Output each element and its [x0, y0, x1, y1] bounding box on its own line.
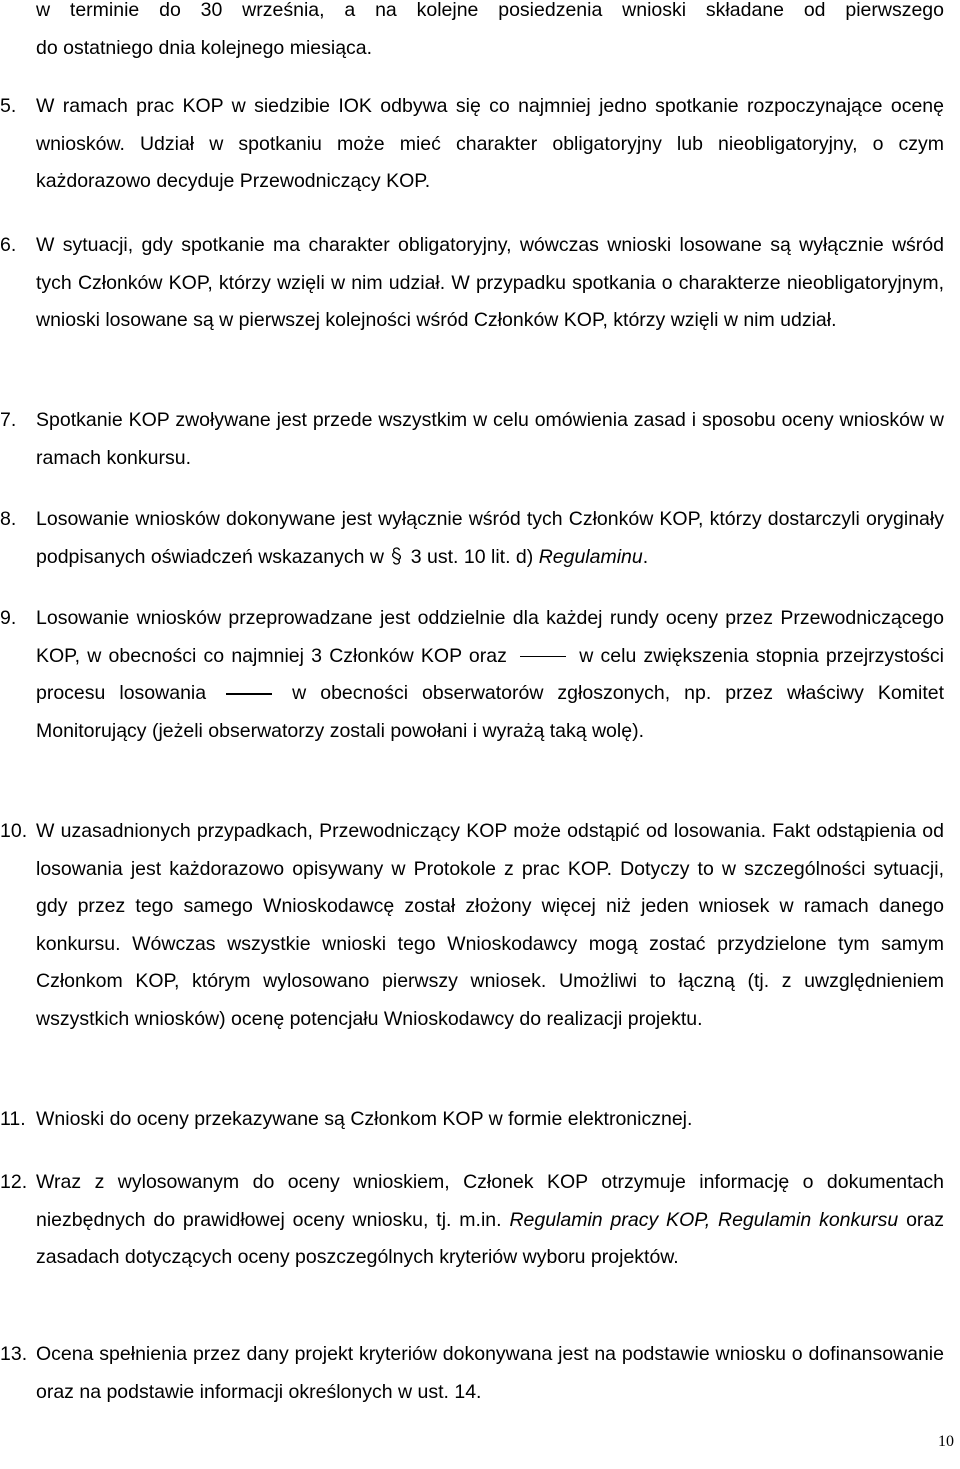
- item-number: 10.: [0, 820, 28, 842]
- item-number: 5.: [0, 95, 17, 117]
- item-text: [36, 600, 944, 750]
- item-text-italic: Regulamin pracy KOP, Regulamin konkursu: [509, 1208, 899, 1231]
- intro-line-1: w terminie do 30 września, a na kolejne posiedzenia wnioski składane od pierwszego: [36, 0, 944, 21]
- page-number: 10: [938, 1433, 954, 1450]
- section-sign-icon: [391, 547, 403, 565]
- em-dash: [226, 693, 272, 695]
- item-text: [36, 501, 944, 576]
- item-text-part: .: [642, 545, 649, 568]
- intro-paragraph: [36, 0, 944, 67]
- item-number: 12.: [0, 1171, 28, 1193]
- item-text: W sytuacji, gdy spotkanie ma charakter obligatoryjny, wówczas wnioski losowane są wyłącznie wśród tych Członków KOP, którzy wzięli w nim udział. W przypadku spotkania o charakterze nieobligatoryjnym, wnioski losowane są w pierwszej kolejności wśród Członków KOP, którzy wzięli w nim udział.: [36, 234, 944, 331]
- item-text-part: 3 ust. 10 lit. d): [410, 545, 534, 568]
- item-text-part: oraz zasadach dotyczących oceny poszczególnych kryteriów wyboru projektów.: [36, 1208, 945, 1268]
- item-text: Ocena spełnienia przez dany projekt kryteriów dokonywana jest na podstawie wniosku o dofinansowanie oraz na podstawie informacji określonych w ust. 14.: [36, 1343, 944, 1403]
- item-text: Spotkanie KOP zwoływane jest przede wszystkim w celu omówienia zasad i sposobu oceny wniosków w ramach konkursu.: [36, 409, 944, 469]
- item-number: 6.: [0, 234, 17, 256]
- item-text-part: Losowanie wniosków przeprowadzane jest oddzielnie dla każdej rundy oceny przez Przewodniczącego KOP, w obecności co najmniej 3 Członków KOP oraz: [36, 607, 944, 667]
- item-number: 7.: [0, 409, 17, 431]
- item-text: W uzasadnionych przypadkach, Przewodniczący KOP może odstąpić od losowania. Fakt odstąpienia od losowania jest każdorazowo opisywany w Protokole z prac KOP. Dotyczy to w szczególności sytuacji, gdy przez tego samego Wnioskodawcę został złożony więcej niż jeden wniosek w ramach danego konkursu. Wówczas wszystkie wnioski tego Wnioskodawcy mogą zostać przydzielone tym samym Członkom KOP, którym wylosowano pierwszy wniosek. Umożliwi to łączną (tj. z uwzględnieniem wszystkich wniosków) ocenę potencjału Wnioskodawcy do realizacji projektu.: [36, 820, 944, 1030]
- item-text-part: w obecności obserwatorów zgłoszonych, np. przez właściwy Komitet Monitorujący (jeżeli obserwatorzy zostali powołani i wyrażą taką wolę).: [36, 682, 945, 742]
- item-text: W ramach prac KOP w siedzibie IOK odbywa się co najmniej jedno spotkanie rozpoczynające ocenę wniosków. Udział w spotkaniu może mieć charakter obligatoryjny lub nieobligatoryjny, o czym każdorazowo decyduje Przewodniczący KOP.: [36, 95, 944, 192]
- intro-line-2: do ostatniego dnia kolejnego miesiąca.: [36, 36, 373, 59]
- item-number: 11.: [0, 1108, 26, 1130]
- item-text-part: Losowanie wniosków dokonywane jest wyłącznie wśród tych Członków KOP, którzy dostarczyli oryginały podpisanych oświadczeń wskazanych w: [36, 508, 944, 568]
- item-text-italic: Regulaminu: [538, 545, 643, 568]
- item-number: 8.: [0, 508, 17, 530]
- item-text-part: Wraz z wylosowanym do oceny wnioskiem, Członek KOP otrzymuje informację o dokumentach niezbędnych do prawidłowej oceny wniosku, tj. m.in.: [36, 1171, 944, 1231]
- item-number: 13.: [0, 1343, 28, 1365]
- item-text: Wnioski do oceny przekazywane są Członkom KOP w formie elektronicznej.: [36, 1108, 693, 1130]
- item-number: 9.: [0, 607, 17, 629]
- item-text: [36, 1164, 944, 1277]
- em-dash: [520, 656, 566, 658]
- item-text-part: w celu zwiększenia stopnia przejrzystości procesu losowania: [36, 644, 945, 704]
